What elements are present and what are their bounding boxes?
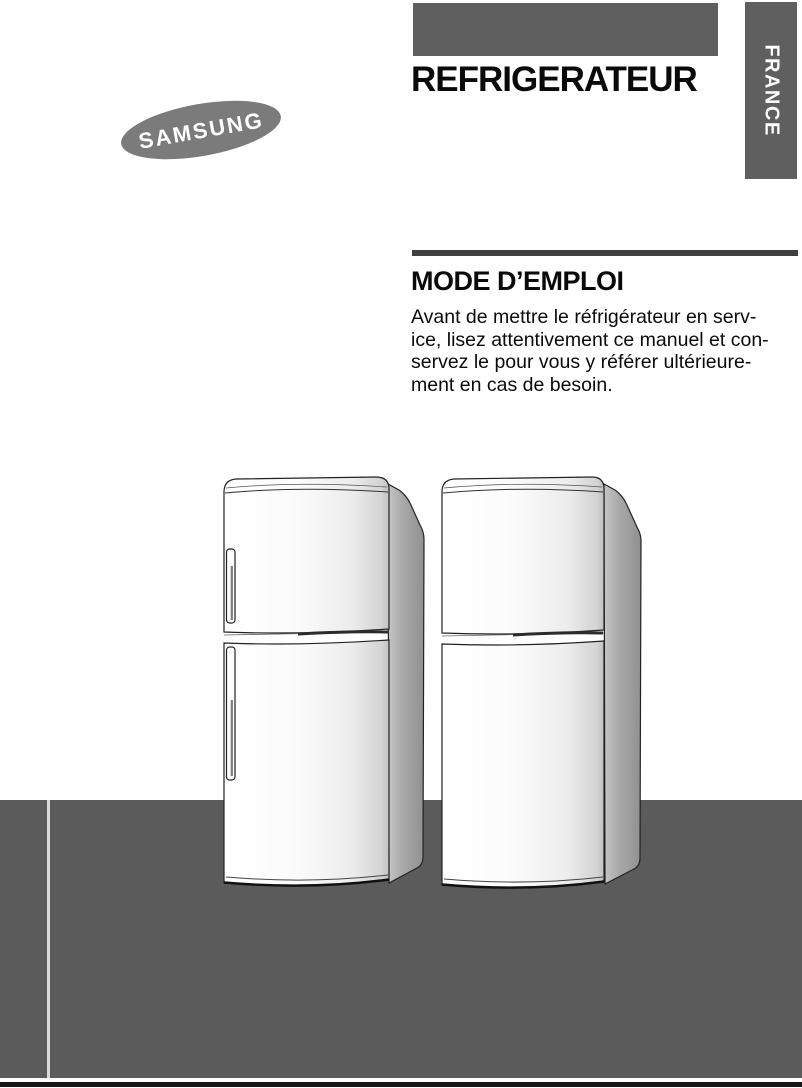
bottom-bar [0,1082,802,1087]
intro-paragraph [411,306,781,396]
intro-paragraph-line: ment en cas de besoin. [411,373,613,396]
intro-paragraph-line: ice, lisez attentivement ce manuel et con- [411,328,769,351]
page-title: REFRIGERATEUR [411,60,697,99]
two-top-freezer-refrigerators-illustration [195,468,655,898]
samsung-logo-text: SAMSUNG [136,107,266,154]
floor-seam-line [47,800,50,1078]
right-refrigerator [442,477,641,888]
country-tab [745,2,797,179]
intro-paragraph-line: Avant de mettre le réfrigérateur en serv- [411,306,757,328]
section-heading: MODE D’EMPLOI [411,266,624,296]
left-refrigerator [224,477,424,886]
samsung-logo [116,95,286,165]
country-tab-label: FRANCE [760,44,783,137]
intro-paragraph-line: servez le pour vous y référer ultérieure- [411,351,752,373]
section-rule [412,250,798,256]
header-band [413,3,718,56]
